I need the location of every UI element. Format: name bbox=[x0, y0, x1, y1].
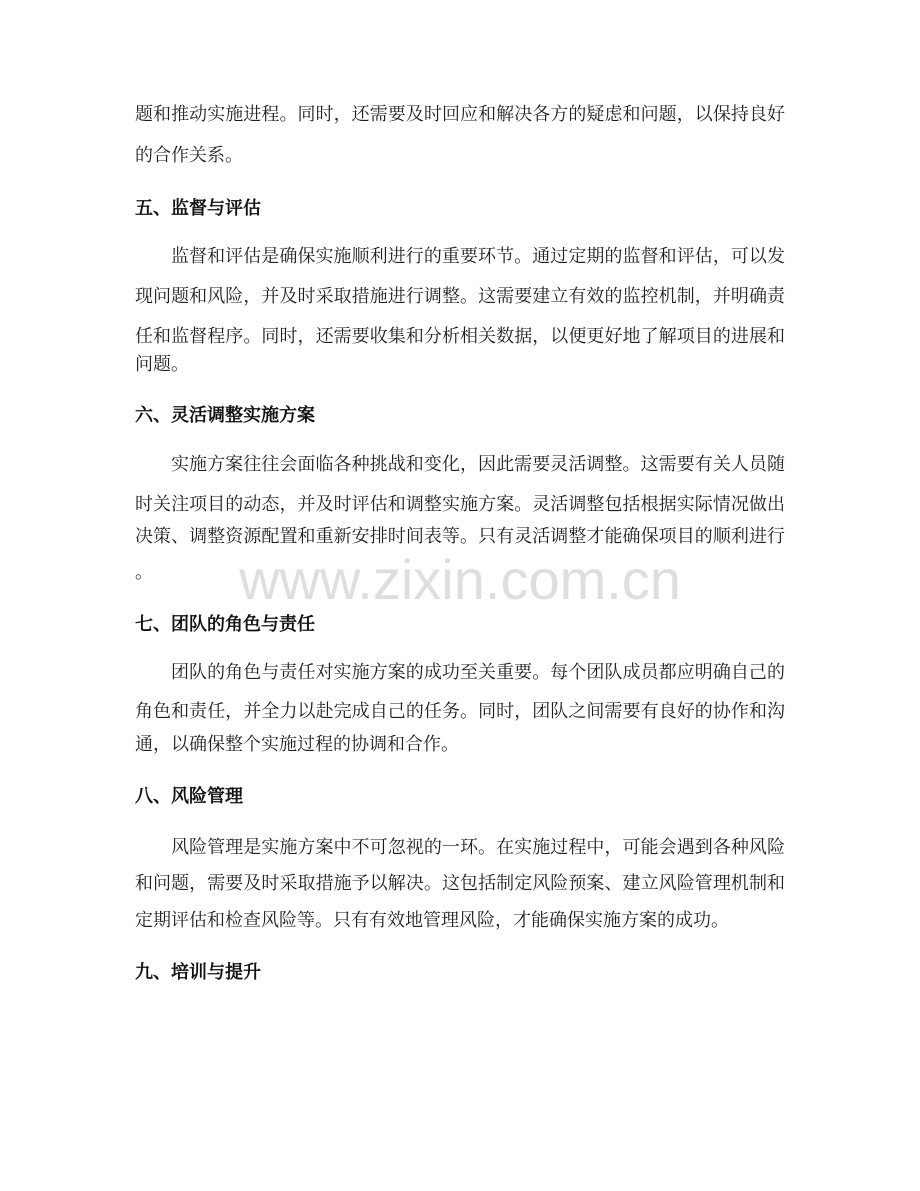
section-heading: 五、监督与评估 bbox=[135, 198, 261, 219]
paragraph-line: 和问题，需要及时采取措施予以解决。这包括制定风险预案、建立风险管理机制和 bbox=[135, 873, 785, 894]
paragraph-line: 实施方案往往会面临各种挑战和变化，因此需要灵活调整。这需要有关人员随 bbox=[171, 454, 785, 475]
section-heading: 八、风险管理 bbox=[135, 786, 243, 807]
paragraph-line: 风险管理是实施方案中不可忽视的一环。在实施过程中，可能会遇到各种风险 bbox=[171, 837, 785, 858]
paragraph-line: 任和监督程序。同时，还需要收集和分析相关数据，以便更好地了解项目的进展和 bbox=[135, 326, 785, 347]
paragraph-line: 团队的角色与责任对实施方案的成功至关重要。每个团队成员都应明确自己的 bbox=[171, 662, 785, 683]
paragraph-line: 题和推动实施进程。同时，还需要及时回应和解决各方的疑虑和问题，以保持良好 bbox=[135, 104, 785, 125]
paragraph-line: 现问题和风险，并及时采取措施进行调整。这需要建立有效的监控机制，并明确责 bbox=[135, 286, 785, 307]
paragraph-line: 问题。 bbox=[135, 354, 189, 375]
watermark: www.zixin.com.cn bbox=[239, 548, 681, 611]
paragraph-line: 通，以确保整个实施过程的协调和合作。 bbox=[135, 734, 459, 755]
paragraph-line: 决策、调整资源配置和重新安排时间表等。只有灵活调整才能确保项目的顺利进行 bbox=[135, 526, 785, 547]
paragraph-line: 定期评估和检查风险等。只有有效地管理风险，才能确保实施方案的成功。 bbox=[135, 910, 729, 931]
paragraph-line: 。 bbox=[135, 562, 153, 583]
section-heading: 七、团队的角色与责任 bbox=[135, 614, 315, 635]
paragraph-line: 角色和责任，并全力以赴完成自己的任务。同时，团队之间需要有良好的协作和沟 bbox=[135, 701, 785, 722]
section-heading: 六、灵活调整实施方案 bbox=[135, 405, 315, 426]
paragraph-line: 的合作关系。 bbox=[135, 145, 243, 166]
section-heading: 九、培训与提升 bbox=[135, 962, 261, 983]
paragraph-line: 监督和评估是确保实施顺利进行的重要环节。通过定期的监督和评估，可以发 bbox=[171, 246, 785, 267]
paragraph-line: 时关注项目的动态，并及时评估和调整实施方案。灵活调整包括根据实际情况做出 bbox=[135, 494, 785, 515]
